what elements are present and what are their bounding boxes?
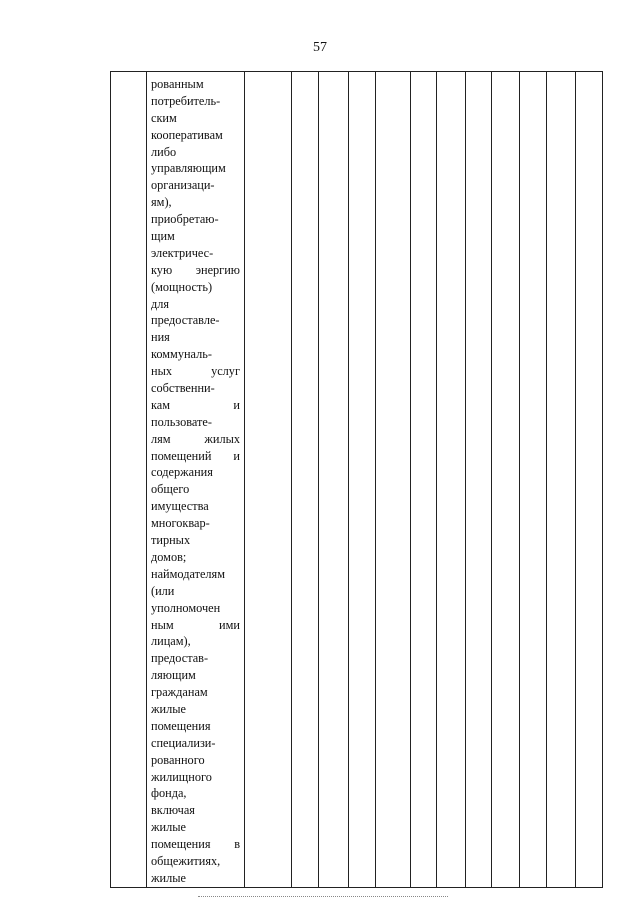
description-line: имущества [151, 499, 209, 514]
description-line: общежитиях, [151, 853, 221, 868]
description-word: лям [151, 431, 171, 446]
table-cell-empty [411, 72, 437, 888]
description-line: щим [151, 229, 175, 244]
description-line: гражданам [151, 685, 208, 700]
description-line: рованного [151, 752, 205, 767]
description-line: пользовате- [151, 414, 212, 429]
table-cell-empty [492, 72, 520, 888]
description-line [151, 262, 240, 279]
description-line: жилые [151, 701, 186, 716]
description-word: услуг [211, 364, 240, 379]
description-line: (или [151, 583, 175, 598]
description-line: жилищного [151, 769, 212, 784]
table-row [111, 72, 603, 888]
description-line: ям), [151, 195, 172, 210]
description-word: кую [151, 262, 173, 277]
description-line: жилые [151, 820, 186, 835]
table-cell-empty [547, 72, 576, 888]
description-text [147, 72, 244, 887]
table-cell-empty [437, 72, 466, 888]
description-line: общего [151, 482, 190, 497]
table-cell-empty [349, 72, 376, 888]
description-line: собственни- [151, 381, 215, 396]
description-line: наймодателям [151, 566, 225, 581]
description-word: ных [151, 364, 172, 379]
description-line: фонда, [151, 786, 187, 801]
table-cell-empty [376, 72, 411, 888]
description-line [151, 363, 240, 380]
description-line: для [151, 296, 170, 311]
description-line: тирных [151, 533, 191, 548]
description-word: ным [151, 617, 174, 632]
description-line: ния [151, 330, 170, 345]
description-line: включая [151, 803, 195, 818]
description-line: коммуналь- [151, 347, 212, 362]
table-cell-empty [245, 72, 292, 888]
table-cell-empty [292, 72, 319, 888]
description-line: помещения [151, 718, 211, 733]
table-cell-number [111, 72, 147, 888]
description-word: в [234, 837, 240, 852]
description-line: жилые [151, 870, 186, 885]
description-line: лицам), [151, 634, 191, 649]
description-line: либо [151, 144, 177, 159]
description-word: энергию [195, 262, 240, 277]
description-line: управляющим [151, 161, 226, 176]
description-word: ими [219, 617, 240, 632]
description-line: потребитель- [151, 93, 221, 108]
table-cell-empty [466, 72, 492, 888]
description-line: кооперативам [151, 127, 223, 142]
description-word: и [233, 397, 240, 412]
description-word: помещения [151, 837, 211, 852]
description-word: кам [151, 397, 171, 412]
page-number: 57 [313, 40, 327, 55]
scan-bottom-rule [198, 896, 448, 897]
description-line: ляющим [151, 668, 196, 683]
description-line [151, 836, 240, 853]
table-cell-empty [576, 72, 603, 888]
description-line [151, 617, 240, 634]
description-line: предоставле- [151, 313, 220, 328]
data-table [110, 71, 603, 888]
description-line: ским [151, 110, 177, 125]
description-line: приобретаю- [151, 212, 219, 227]
description-line: рованным [151, 77, 204, 91]
description-line: (мощность) [151, 279, 213, 294]
table-cell-empty [319, 72, 349, 888]
description-line: домов; [151, 549, 187, 564]
description-line: электричес- [151, 245, 214, 260]
description-line: содержания [151, 465, 213, 480]
description-word: жилых [204, 431, 240, 446]
description-line: предостав- [151, 651, 209, 666]
description-line [151, 431, 240, 448]
description-line: многоквар- [151, 516, 210, 531]
description-line [151, 397, 240, 414]
description-line: уполномочен [151, 600, 221, 615]
description-line: организаци- [151, 178, 215, 193]
description-word: и [233, 448, 240, 463]
description-line [151, 448, 240, 465]
description-word: помещений [151, 448, 212, 463]
table-cell-description [147, 72, 245, 888]
table-cell-empty [520, 72, 547, 888]
description-line: специализи- [151, 735, 216, 750]
